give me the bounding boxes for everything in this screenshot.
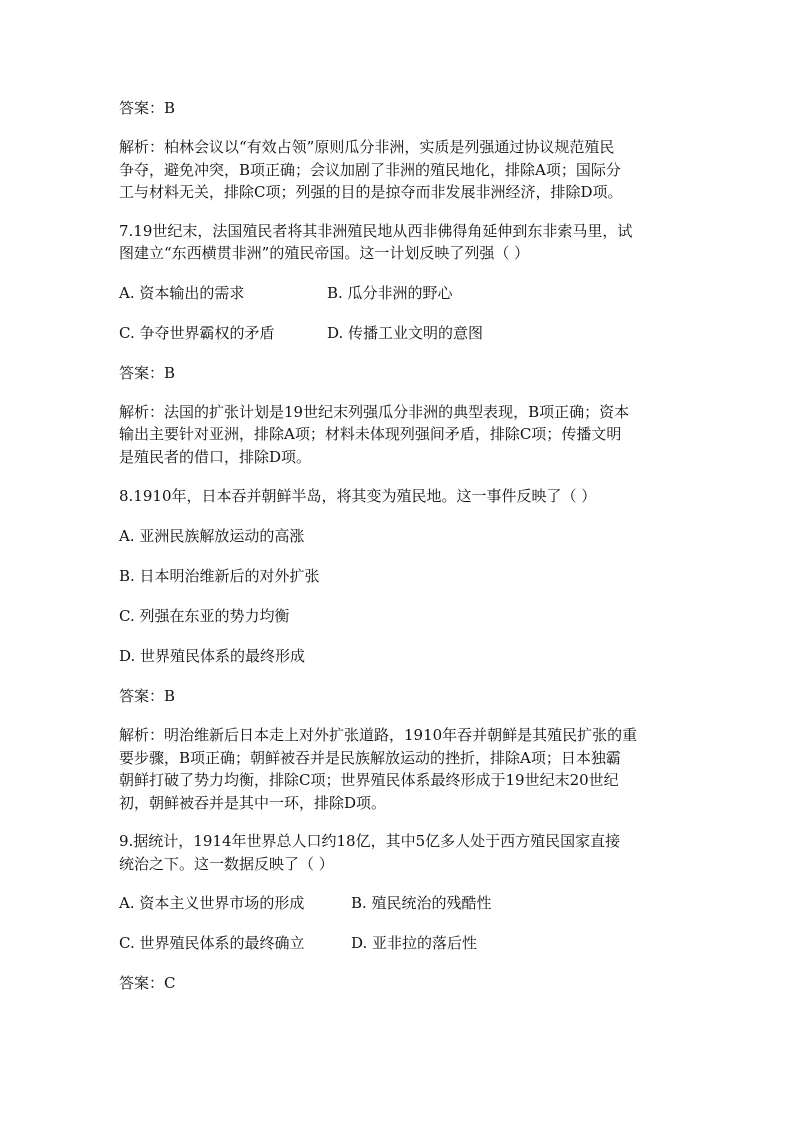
answer-line: 答案：B [119, 363, 176, 382]
analysis-line: 初，朝鲜被吞并是其中一环，排除D项。 [119, 793, 387, 812]
option-b: B. 殖民统治的残酷性 [351, 894, 492, 912]
question-stem-line: 9.据统计，1914年世界总人口约18亿，其中5亿多人处于西方殖民国家直接 [119, 832, 621, 850]
question-9 [119, 830, 674, 875]
analysis-paragraph [119, 724, 674, 814]
option-c: C. 列强在东亚的势力均衡 [119, 607, 290, 625]
option-a: A. 亚洲民族解放运动的高涨 [119, 527, 305, 545]
answer-line: 答案：C [119, 974, 176, 992]
analysis-line: 输出主要针对亚洲，排除A项；材料未体现列强间矛盾，排除C项；传播文明 [119, 425, 622, 443]
option-c: C. 世界殖民体系的最终确立 [119, 934, 305, 952]
analysis-line: 朝鲜打破了势力均衡，排除C项；世界殖民体系最终形成于19世纪末20世纪 [119, 771, 619, 789]
option-d: D. 传播工业文明的意图 [327, 323, 484, 342]
question-8-stem: 8.1910年，日本吞并朝鲜半岛，将其变为殖民地。这一事件反映了（ ） [119, 487, 597, 505]
option-c: C. 争夺世界霸权的矛盾 [119, 323, 275, 342]
option-a: A. 资本主义世界市场的形成 [119, 894, 305, 912]
option-row [119, 321, 674, 345]
analysis-line: 工与材料无关，排除C项；列强的目的是掠夺而非发展非洲经济，排除D项。 [119, 183, 623, 201]
option-row [119, 891, 674, 915]
answer-line: 答案：B [119, 687, 176, 705]
question-stem-line: 图建立“东西横贯非洲”的殖民帝国。这一计划反映了列强（ ） [119, 244, 530, 262]
question-7 [119, 220, 674, 265]
option-b: B. 瓜分非洲的野心 [327, 283, 453, 302]
option-b: B. 日本明治维新后的对外扩张 [119, 567, 320, 585]
analysis-line: 争夺，避免冲突，B项正确；会议加剧了非洲的殖民地化，排除A项；国际分 [119, 160, 621, 179]
analysis-paragraph [119, 136, 674, 204]
analysis-line: 要步骤，B项正确；朝鲜被吞并是民族解放运动的挫折，排除A项；日本独霸 [119, 748, 621, 767]
analysis-line: 是殖民者的借口，排除D项。 [119, 447, 312, 466]
option-d: D. 亚非拉的落后性 [351, 934, 478, 952]
analysis-paragraph [119, 401, 674, 469]
question-stem-line: 统治之下。这一数据反映了（ ） [119, 854, 334, 873]
question-stem-line: 7.19世纪末，法国殖民者将其非洲殖民地从西非佛得角延伸到东非索马里，试 [119, 221, 633, 240]
option-row [119, 281, 674, 305]
option-a: A. 资本输出的需求 [119, 283, 245, 302]
analysis-line: 解析：柏林会议以“有效占领”原则瓜分非洲，实质是列强通过协议规范殖民 [119, 138, 615, 156]
answer-line: 答案：B [119, 99, 176, 117]
option-d: D. 世界殖民体系的最终形成 [119, 647, 306, 665]
analysis-line: 解析：明治维新后日本走上对外扩张道路，1910年吞并朝鲜是其殖民扩张的重 [119, 726, 638, 744]
option-row [119, 931, 674, 955]
analysis-line: 解析：法国的扩张计划是19世纪末列强瓜分非洲的典型表现，B项正确；资本 [119, 402, 630, 421]
document-page [119, 96, 674, 995]
